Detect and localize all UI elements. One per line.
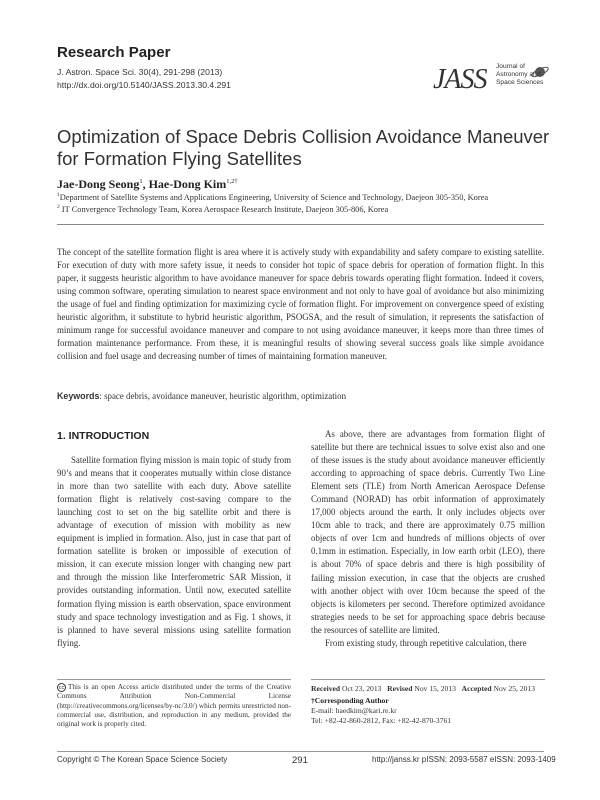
page-number: 291 bbox=[292, 755, 308, 766]
license-note: cc This is an open Access article distributed under the terms of the Creative Commons Attribution Non-Commercial License (http://creativecommons.org/licenses/by-nc/3.0/) which permits unrestricted non-commercial use, distribution, and reproduction in any medium, provided the original work is properly cited. bbox=[57, 683, 291, 728]
paragraph: From existing study, through repetitive calculation, there bbox=[325, 637, 527, 648]
footnote-divider bbox=[57, 679, 291, 680]
body-column-right bbox=[311, 428, 545, 650]
article-type: Research Paper bbox=[57, 44, 171, 61]
issn-info[interactable]: http://janss.kr pISSN: 2093-5587 eISSN: 2093-1409 bbox=[372, 755, 556, 764]
copyright: Copyright © The Korean Space Science Society bbox=[57, 755, 228, 764]
author-name: Hae-Dong Kim bbox=[148, 177, 227, 191]
affiliation: $^2$ IT Convergence Technology Team, Korea Aerospace Research Institute, Daejeon 305-806, Korea bbox=[57, 204, 389, 214]
author-email[interactable]: E-mail: haedkim@kari.re.kr bbox=[311, 706, 397, 715]
creative-commons-icon: cc bbox=[58, 685, 65, 691]
citation: J. Astron. Space Sci. 30(4), 291-298 (2013) bbox=[57, 67, 223, 77]
paper-title: Optimization of Space Debris Collision Avoidance Maneuver for Formation Flying Satellites bbox=[57, 126, 550, 169]
abstract: The concept of the satellite formation flight is area where it is actively study with expandability and safety compare to existing satellite. For execution of duty with more safety issue, it needs to consider hot topic of space debris for operation of formation flight. In this paper, it suggests heuristic algorithm to have avoidance maneuver for space debris towards operating flight formation. Indeed it covers, using common software, operating simulation to nearest space environment and not only to have goal of avoidance but also minimizing the usage of fuel and finding optimization for maximizing cycle of formation flight. For improvement on convergence speed of existing heuristic algorithm, it substitute to hybrid heuristic algorithm, PSOGSA, and the result of simulation, it represents the satisfaction of minimum range for successful avoidance maneuver and compare to not using avoidance maneuver, it keeps more than three times of formation maintenance performance. From these, it is meaningful results of showing several success goals like simple avoidance collision and fuel usage and decreasing number of times of maintaining formation maneuver. bbox=[57, 247, 544, 361]
paragraph: Satellite formation flying mission is main topic of study from 90’s and means that it cooperates mutually within close distance in more than two satellite with each duty. Above satellite formation flight is relatively cost-saving compare to the launching cost to set on the big satellite orbit and there is advantage of execution of mission with mobility as new equipment is implied in formation. Also, just in case that part of formation satellite is broken or impossible of execution of mission, it can execute mission longer with changing new part and through the mission like Interferometric SAR Mission, it provides outstanding information. Until now, executed satellite formation flying mission is earth observation, space environment study and space technology investigation and as Fig. 1 shows, it is planned to have several missions using satellite formation flying. bbox=[57, 455, 291, 648]
paragraph: As above, there are advantages from formation flight of satellite but there are technical issues to solve exist also and one of these issues is the study about avoidance maneuver efficiently according to approaching of space debris. Currently Two Line Element sets (TLE) from North American Aerospace Defense Command (NORAD) has orbit information of approximately 17,000 objects around the earth. It only includes objects over 10cm able to track, and there are approximately 0.75 million objects of over 1cm and hundreds of millions objects of over 0.1mm in estimation. Especially, in low earth orbit (LEO), there is about 70% of space debris and there is high possibility of failing mission execution, in case that the objects are crushed with another object with over 10cm because the speed of the objects is kilometers per second. Therefore optimized avoidance strategies needs to be set for approaching space debris because the resources of satellite are limited. bbox=[311, 429, 545, 635]
header-divider bbox=[57, 224, 544, 225]
author-name: Jae-Dong Seong bbox=[57, 177, 140, 191]
section-heading: 1. INTRODUCTION bbox=[57, 430, 150, 442]
logo-subtitle: Journal of Astronomy and Space Sciences bbox=[496, 63, 544, 86]
body-column-left bbox=[57, 454, 291, 650]
footnote-divider bbox=[311, 679, 545, 680]
logo-text: JASS bbox=[433, 64, 487, 95]
affiliation: $^1$Department of Satellite Systems and Applications Engineering, University of Science and Technology, Daejeon 305-350, Korea bbox=[57, 192, 489, 202]
corresponding-author: †Corresponding Author bbox=[311, 696, 389, 705]
keywords: Keywords: space debris, avoidance maneuver, heuristic algorithm, optimization bbox=[57, 391, 347, 401]
author-phone: Tel: +82-42-860-2812, Fax: +82-42-870-3761 bbox=[311, 716, 452, 725]
footer-divider bbox=[57, 751, 544, 752]
article-dates: Received Oct 23, 2013 Revised Nov 15, 2013 Accepted Nov 25, 2013 bbox=[311, 684, 536, 693]
author-list: Jae-Dong Seong$^1$, Hae-Dong Kim$^{1,2\dagger}$ bbox=[57, 177, 238, 191]
doi-link[interactable]: http://dx.doi.org/10.5140/JASS.2013.30.4.291 bbox=[57, 80, 231, 90]
